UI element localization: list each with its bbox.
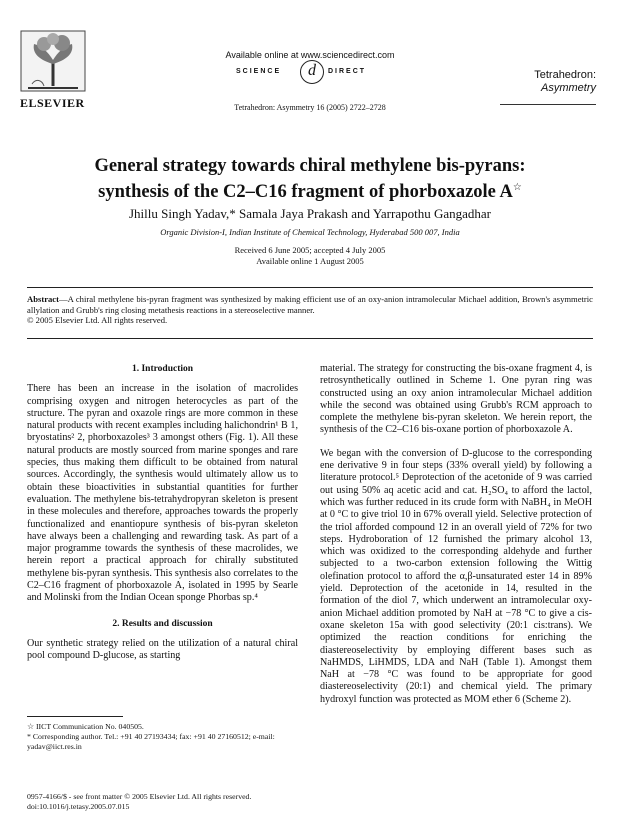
article-title [40,155,580,203]
abstract-bottom-rule [27,338,593,339]
title-line2 [40,177,580,203]
publisher-name: ELSEVIER [20,96,85,110]
abstract-text: —A chiral methylene bis-pyran fragment was synthesized by making efficient use of an oxy-anion intramolecular Michael addition, Brown's asymmetric allylation and Grubb's ring closing metathesis reactions in a stereoselective manner. [27,294,593,315]
left-column [27,363,298,663]
sd-d-mark: d [300,60,324,84]
issn-line: 0957-4166/$ - see front matter © 2005 Elsevier Ltd. All rights reserved. [27,792,252,801]
footnote-1: ☆ IICT Communication No. 040505. [27,722,144,731]
abstract-top-rule [27,287,593,288]
elsevier-tree-logo [20,30,86,92]
affiliation: Organic Division-I, Indian Institute of Chemical Technology, Hyderabad 500 007, India [160,227,460,237]
journal-name [476,69,596,95]
title-star: ☆ [512,182,522,193]
available-online-text: Available online at www.sciencedirect.com [225,50,395,60]
abstract-label: Abstract [27,294,59,304]
doi-line[interactable]: doi:10.1016/j.tetasy.2005.07.015 [27,801,130,811]
abstract-copyright: © 2005 Elsevier Ltd. All rights reserved. [27,315,168,325]
sciencedirect-logo [236,62,382,84]
front-matter [27,792,327,812]
right-paragraph-2: We began with the conversion of D-glucose to the corresponding ene derivative 9 in four steps (33% overall yield) by following a literature protocol.⁵ Deprotection of the acetonide of 9 was carried out using 50% aq acetic acid and cat. H₂SO₄ to afford the lactol, which was further reduced in its crude form with NaBH₄ in MeOH at 0 °C to give triol 10 in 67% overall yield. Selective protection of the triol afforded compound 12 in an overall yield of 72% for two steps. Hydroboration of 12 furnished the primary alcohol 13, which was oxidized to the corresponding aldehyde and further subjected to a two-carbon extension following the Wittig olefination protocol to afford the α,β-unsaturated ester 14 in 89% yield. Deprotection of the acetonide in 14, resulted in the formation of the diol 7, which underwent an intramolecular oxy-anion Michael addition promoted by NaH at −78 °C to give a cis-oxane skeleton 15a with good selectivity (20:1 cis:trans). We optimized the reaction conditions for enriching the diastereoselectivity by employing different bases such as NaHMDS, LiHMDS, LDA and NaH (Table 1). Amongst them NaH at −78 °C was found to be appropriate for good diastereoselectivity (20:1) and chemical yield. The primary hydroxyl function was protected as MOM ether 6 (Scheme 2). [320,447,592,705]
authors: Jhillu Singh Yadav,* Samala Jaya Prakash and Yarrapothu Gangadhar [128,206,492,221]
citation-line: Tetrahedron: Asymmetry 16 (2005) 2722–2728 [234,103,386,112]
title-line2-text: synthesis of the C2–C16 fragment of phorboxazole A [98,182,513,203]
footnotes [27,722,298,751]
journal-rule [500,104,596,105]
journal-name-line2: Asymmetry [541,82,596,94]
results-paragraph: Our synthetic strategy relied on the utilization of a natural chiral pool compound D-glucose, as starting [27,637,298,662]
right-paragraph-1: material. The strategy for constructing the bis-oxane fragment 4, is retrosynthetically outlined in Scheme 1. One pyran ring was constructed using an oxy anion intramolecular Michael addition while the second was obtained using Grubb's RCM approach to complete the methylene bis-pyran skeleton. We herein report, the synthesis of the C2–C16 bis-oxane portion of phorboxazole A. [320,363,592,436]
abstract [27,294,593,326]
received-dates: Received 6 June 2005; accepted 4 July 2005 [234,245,386,255]
right-column [320,363,592,706]
sd-left-text: SCIENCE [236,68,282,75]
footnote-rule [27,716,123,717]
title-line1: General strategy towards chiral methylene bis-pyrans: [94,156,526,176]
results-heading: 2. Results and discussion [112,618,213,629]
intro-heading: 1. Introduction [131,364,194,374]
sd-right-text: DIRECT [328,68,367,75]
intro-paragraph: There has been an increase in the isolation of macrolides comprising oxygen and nitrogen heterocycles as part of the structure. The pyran and oxazole rings are more common in these natural products with recent examples including halichondrin¹ B 1, bryostatins² 2, phorboxazoles³ 3 amongst others (Fig. 1). All these natural products are mostly sourced from marine sponges and rare species, thus making them difficult to be obtained from natural sources. Accordingly, the synthesis would ultimately allow us to obtain these bioactivities in substantial quantities for further evaluation. The methylene bis-tetrahydropyran skeleton is present in these molecules and therefore, approaches towards the properly functionalized and enantiopure synthesis of bis-pyran skeleton have always been a challenging and rewarding task. As part of a major programme towards the synthesis of these macrolides, we herein report a practical approach for chirally substituted methylene bis-pyran synthesis. This synthesis also correlates to the C2–C16 fragment of phorboxazole A, isolated in 1995 by Searle and Molinski from the Indian Ocean sponge Phorbas sp.⁴ [27,383,298,604]
journal-name-line1: Tetrahedron: [534,69,596,81]
footnote-2: * Corresponding author. Tel.: +91 40 27193434; fax: +91 40 27160512; e-mail: yadav@iict.res.in [27,731,275,751]
online-date: Available online 1 August 2005 [256,256,364,266]
